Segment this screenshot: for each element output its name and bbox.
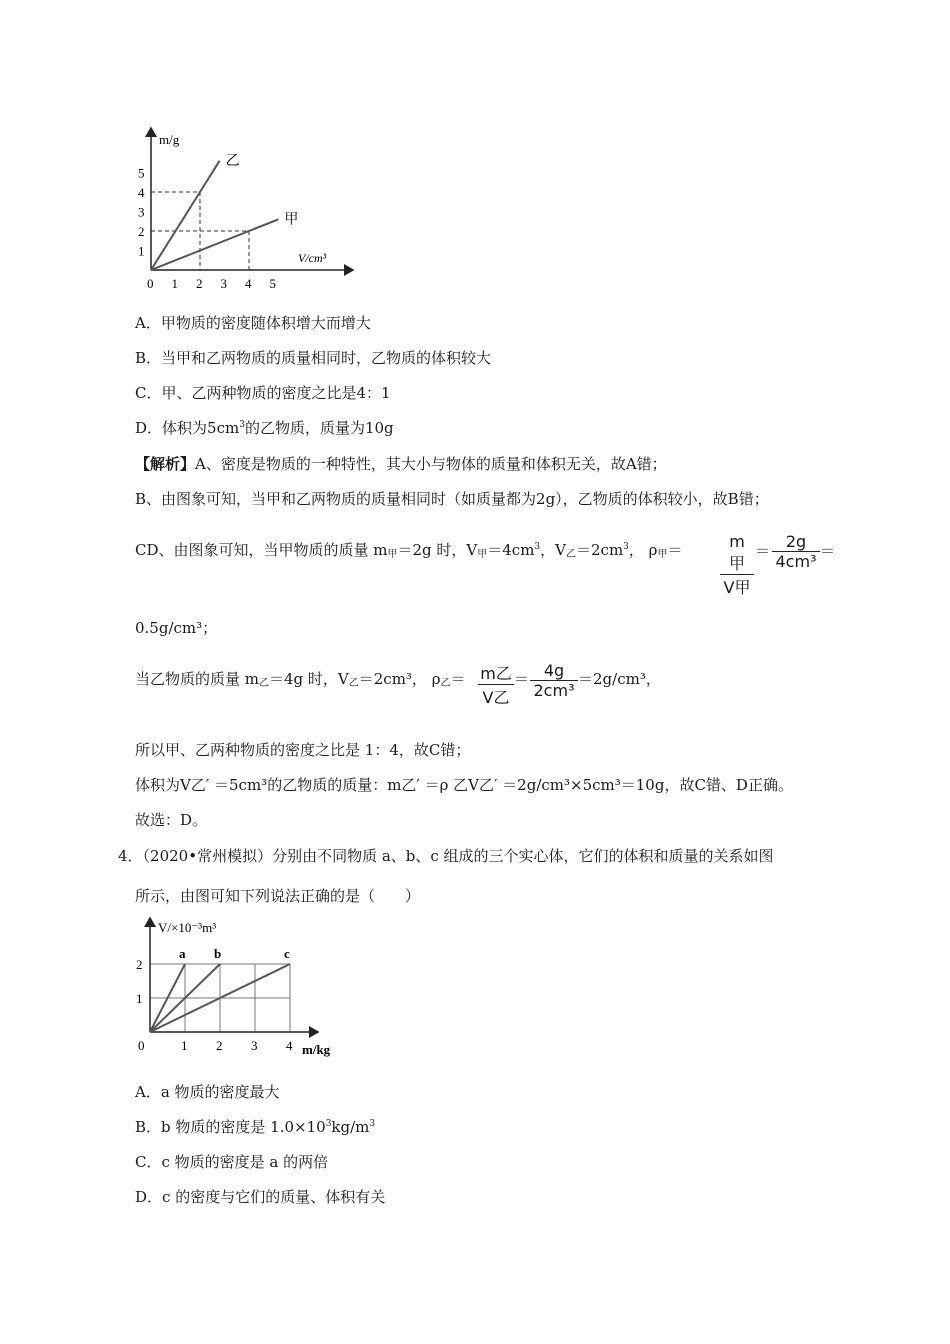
series-label-a: a [179,946,186,961]
q3-analysis-yi: 当乙物质的质量 $m_乙=4g$ 时，$V_乙=2cm^3$， $\rho_乙=$ [135,670,466,689]
x-tick-label: 2 [216,1038,223,1053]
y-tick-label: 2 [138,224,145,239]
q4-stem-line2: 所示，由图可知下列说法正确的是（ ） [135,887,421,905]
series-label-c: c [284,946,290,961]
equals-sign: ＝ [755,542,771,560]
equals-sign-tail: ＝ [820,542,836,560]
q3-volume-line: 体积为V乙′ ＝5cm³的乙物质的质量：m乙′ ＝ρ 乙V乙′ ＝2g/cm³×5cm³＝10g，故C错、D正确。 [135,776,793,794]
q3-analysis-cd: CD、由图象可知，当甲物质的质量 $m_甲=2g$ 时，$V_甲=4cm^3$，$V_乙=2cm^3$， $\rho_甲=$ [135,541,683,560]
q3-ratio: 所以甲、乙两种物质的密度之比是 1：4，故C错； [135,741,471,759]
q4-option-b: B．b 物质的密度是 $1.0\times 10^3kg/m^3$ [135,1118,376,1136]
x-tick-label: 3 [251,1038,258,1053]
y-tick-label: 1 [136,991,143,1006]
q4-option-d: D．c 的密度与它们的质量、体积有关 [135,1188,386,1206]
y-tick-label: 5 [138,165,145,181]
q3-analysis-a [135,454,667,474]
chart-volume-mass [128,912,348,1097]
equals-sign-yi: ＝ [514,670,530,688]
x-tick-label: 3 [220,276,227,291]
q3-option-c: C．甲、乙两种物质的密度之比是4：1 [135,384,391,402]
q3-option-b: B．当甲和乙两物质的质量相同时，乙物质的体积较大 [135,349,492,367]
x-tick-label: 0 [147,276,154,291]
x-tick-label: 2 [196,276,203,291]
chart-mass-volume [128,120,358,300]
x-axis-label: m/kg [302,1042,331,1057]
q4-option-c: C．c 物质的密度是 a 的两倍 [135,1153,329,1171]
q3-analysis-b: B、由图象可知，当甲和乙两物质的质量相同时（如质量都为2g），乙物质的体积较小，故B错； [135,490,769,508]
y-tick-label: 2 [136,957,143,972]
x-tick-label: 0 [138,1038,145,1053]
q3-option-d: D．体积为$5cm^3$的乙物质，质量为10g [135,419,394,437]
q4-stem-line1: 4．（2020•常州模拟）分别由不同物质 a、b、c 组成的三个实心体，它们的体积和质量的关系如图 [118,847,774,865]
y-tick-label: 4 [138,185,145,200]
y-axis-label: V/×10⁻³m³ [158,920,217,935]
fraction-rho-yi: m乙 V乙 [478,661,514,708]
q3-result-yi: ＝2g/cm³， [578,670,661,688]
x-tick-label: 4 [286,1038,293,1053]
q3-option-d-tail: 的乙物质，质量为10g [244,419,394,437]
analysis-a-text: A、密度是物质的一种特性，其大小与物体的质量和体积无关，故A错； [195,455,667,473]
y-axis-label: m/g [159,132,180,147]
series-label-0: 乙 [225,153,240,169]
x-axis-label: V/cm³ [298,251,327,265]
series-label-1: 甲 [284,212,299,228]
analysis-tag: 【解析】 [135,455,196,473]
q3-answer: 故选：D。 [135,811,208,829]
fraction-2g-4cm3: $\frac{2g}{\text{4cm³}}$ [772,532,820,571]
x-tick-label: 1 [181,1038,188,1053]
y-tick-label: 1 [138,243,145,259]
series-line-1 [151,219,278,270]
series-label-b: b [214,946,222,961]
fraction-rho-jia: m甲 V甲 [720,532,754,598]
q4-option-a: A．a 物质的密度最大 [135,1083,280,1101]
fraction-4g-2cm3: $\frac{4g}{\text{2cm³}}$ [530,661,578,700]
x-tick-label: 4 [245,276,252,291]
q3-option-a: A．甲物质的密度随体积增大而增大 [135,314,371,332]
q3-option-d-text: D．体积为5cm [135,419,240,437]
series-line-0 [151,161,220,270]
x-tick-label: 1 [171,276,178,291]
y-tick-label: 3 [138,204,145,220]
q3-result-jia: 0.5g/cm³； [135,619,218,637]
x-tick-label: 5 [269,276,276,291]
